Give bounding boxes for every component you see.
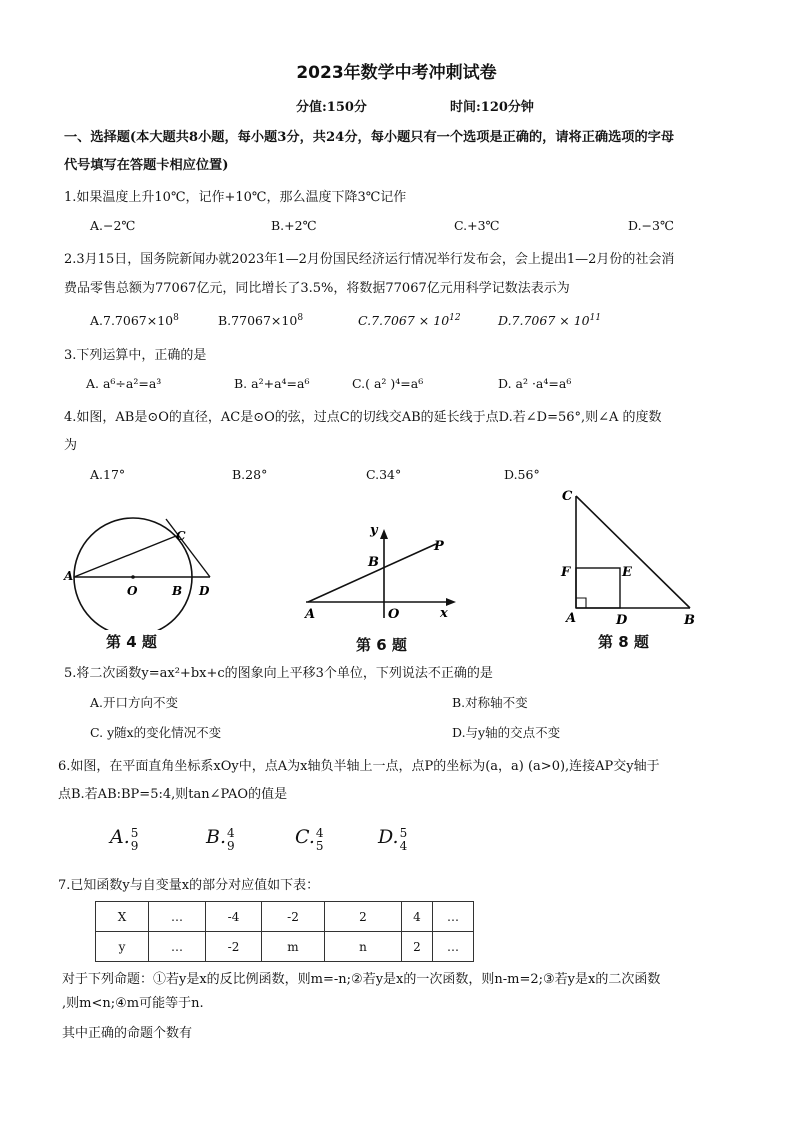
fig8-label-d: D [616, 613, 628, 628]
q4-option-c: C.34° [366, 467, 402, 482]
q6-option-c-den: 5 [315, 838, 324, 853]
q4-option-d: D.56° [504, 467, 540, 482]
fig4-label-c: C [176, 529, 186, 543]
q6-option-b-letter: B. [206, 826, 227, 848]
section-heading-line1: 一、选择题(本大题共8小题，每小题3分，共24分，每小题只有一个选项是正确的，请将正确选项的字母 [64, 130, 675, 145]
q2-line2: 费品零售总额为77067亿元，同比增长了3.5%，将数据77067亿元用科学记数法表示为 [64, 281, 570, 296]
table-cell: m [262, 932, 325, 962]
q6-option-b [206, 826, 235, 853]
q5-stem: 5.将二次函数y=ax²+bx+c的图象向上平移3个单位，下列说法不正确的是 [64, 666, 493, 681]
q3-option-a: A. a⁶÷a²=a³ [86, 376, 162, 391]
q1-option-a: A.−2℃ [90, 218, 136, 233]
q7-line1: 对于下列命题：①若y是x的反比例函数，则m=-n;②若y是x的一次函数，则n-m=2;③若y是x的二次函数 [62, 972, 661, 987]
q5-option-c: C. y随x的变化情况不变 [90, 725, 222, 740]
q7-stem: 7.已知函数y与自变量x的部分对应值如下表： [58, 878, 320, 893]
q1-stem: 1.如果温度上升10℃，记作+10℃，那么温度下降3℃记作 [64, 190, 407, 205]
q7-line2: ,则m<n;④m可能等于n. [62, 996, 204, 1011]
table-row [96, 902, 474, 932]
fig4-label-a: A [64, 569, 74, 583]
q6-option-a [110, 826, 138, 853]
table-cell: X [96, 902, 149, 932]
table-cell: n [325, 932, 402, 962]
q6-option-a-letter: A. [110, 826, 130, 848]
section-heading-line2: 代号填写在答题卡相应位置) [64, 158, 229, 173]
table-cell: 2 [325, 902, 402, 932]
q3-stem: 3.下列运算中，正确的是 [64, 348, 207, 363]
page-title: 2023年数学中考冲刺试卷 [296, 63, 497, 83]
table-cell: … [433, 932, 474, 962]
q4-line2: 为 [64, 438, 78, 453]
table-cell: … [433, 902, 474, 932]
q6-option-d-den: 4 [399, 838, 408, 853]
fig6-caption: 第 6 题 [356, 636, 407, 654]
q1-option-d: D.−3℃ [628, 218, 674, 233]
q6-option-d-letter: D. [378, 826, 399, 848]
q2-option-b [218, 313, 303, 328]
q7-values-table [95, 901, 474, 962]
figure-8 [556, 484, 706, 630]
fig8-caption: 第 8 题 [598, 633, 649, 651]
table-cell: y [96, 932, 149, 962]
figure-4 [60, 484, 220, 630]
q6-option-d-num: 5 [399, 825, 408, 840]
q6-option-c-num: 4 [315, 825, 324, 840]
fig4-tangent-cd [166, 519, 210, 577]
fig8-label-e: E [622, 565, 632, 580]
q3-option-d: D. a² ·a⁴=a⁶ [498, 376, 572, 391]
q2-option-b-exp: 8 [297, 313, 304, 323]
q6-line2: 点B.若AB:BP=5:4,则tan∠PAO的值是 [58, 787, 288, 802]
q2-option-d [498, 313, 601, 328]
q4-option-b: B.28° [232, 467, 268, 482]
q2-option-c-exp: 12 [449, 313, 461, 323]
q2-option-a [90, 313, 179, 328]
fig6-label-a: A [305, 607, 316, 620]
table-cell: 2 [402, 932, 433, 962]
q2-option-a-base: A.7.7067×10 [90, 313, 174, 329]
q6-option-c [295, 826, 324, 853]
table-cell: -4 [206, 902, 262, 932]
q7-line3: 其中正确的命题个数有 [62, 1026, 193, 1041]
fig8-right-angle-mark [576, 598, 586, 608]
q1-option-b: B.+2℃ [271, 218, 317, 233]
fig6-label-y: y [370, 523, 378, 538]
q6-option-a-den: 9 [130, 838, 139, 853]
fig8-label-c: C [562, 489, 573, 504]
q6-option-d [378, 826, 407, 853]
fig6-label-p: P [434, 539, 444, 554]
fig4-label-d: D [199, 584, 210, 598]
fig4-center-dot [131, 575, 135, 579]
q5-option-d: D.与y轴的交点不变 [452, 725, 561, 740]
fig6-label-b: B [368, 555, 379, 570]
fig4-caption: 第 4 题 [106, 633, 157, 651]
table-cell: … [149, 902, 206, 932]
fig6-label-o: O [388, 607, 400, 620]
q6-line1: 6.如图，在平面直角坐标系xOy中，点A为x轴负半轴上一点，点P的坐标为(a，a) (a>0),连接AP交y轴于 [58, 759, 660, 774]
q4-option-a: A.17° [90, 467, 126, 482]
q2-option-a-exp: 8 [173, 313, 179, 323]
table-cell: -2 [262, 902, 325, 932]
fig4-chord-ac [74, 536, 176, 577]
fig8-label-a: A [566, 611, 577, 626]
q5-option-a: A.开口方向不变 [90, 695, 179, 710]
fig4-label-o: O [127, 584, 138, 598]
fig8-square-afed [576, 568, 620, 608]
q1-option-c: C.+3℃ [454, 218, 500, 233]
q6-option-b-num: 4 [227, 825, 235, 840]
fig4-label-b: B [172, 584, 183, 598]
q2-option-c [358, 313, 461, 328]
q2-option-d-base: D.7.7067 × 10 [498, 313, 590, 329]
table-row [96, 932, 474, 962]
fig6-label-x: x [440, 606, 448, 620]
q3-option-b: B. a²+a⁴=a⁶ [234, 376, 310, 391]
fig4-circle [74, 518, 192, 630]
table-cell: 4 [402, 902, 433, 932]
q6-option-b-den: 9 [227, 838, 235, 853]
fig6-line-ap [308, 544, 436, 602]
table-cell: … [149, 932, 206, 962]
q4-line1: 4.如图，AB是⊙O的直径，AC是⊙O的弦，过点C的切线交AB的延长线于点D.若∠D=56°,则∠A 的度数 [64, 410, 662, 425]
q6-option-a-num: 5 [130, 825, 139, 840]
q2-option-d-exp: 11 [589, 313, 602, 323]
fig6-x-arrow [446, 598, 456, 606]
q2-option-c-base: C.7.7067 × 10 [358, 313, 450, 329]
figure-6 [296, 520, 466, 620]
score-info: 分值:150分 [296, 100, 367, 115]
fig8-side-cb [576, 496, 690, 608]
q3-option-c: C.( a² )⁴=a⁶ [352, 376, 424, 391]
q2-option-b-base: B.77067×10 [218, 313, 298, 329]
fig8-label-b: B [684, 613, 695, 628]
time-info: 时间:120分钟 [450, 100, 534, 115]
q2-line1: 2.3月15日，国务院新闻办就2023年1—2月份国民经济运行情况举行发布会，会上提出1—2月份的社会消 [64, 252, 675, 267]
q5-option-b: B.对称轴不变 [452, 695, 528, 710]
fig6-y-arrow [380, 529, 388, 539]
table-cell: -2 [206, 932, 262, 962]
q6-option-c-letter: C. [295, 826, 315, 848]
fig8-label-f: F [561, 565, 571, 580]
